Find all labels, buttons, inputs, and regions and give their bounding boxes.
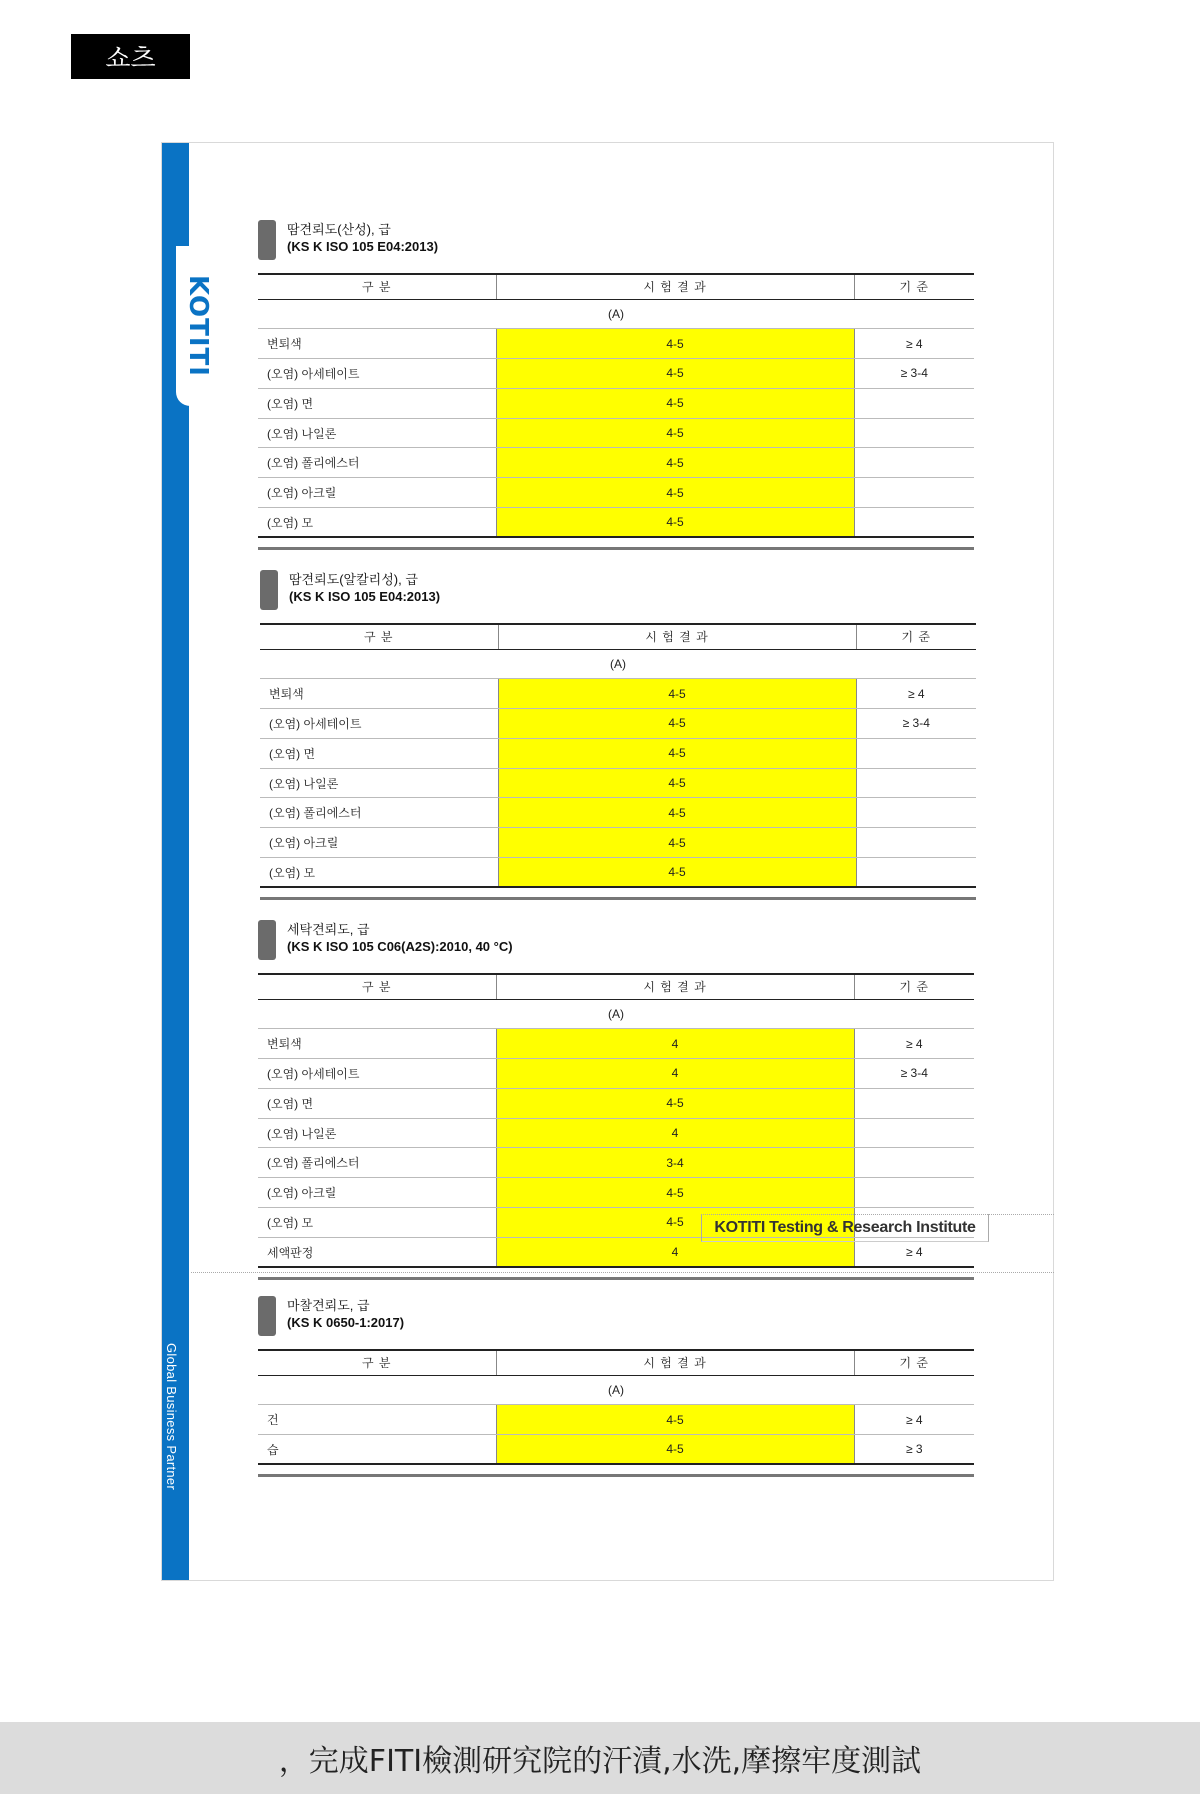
test-section xyxy=(258,1293,974,1477)
footer-institute: KOTITI Testing & Research Institute xyxy=(701,1214,989,1242)
sample-row xyxy=(258,1375,974,1405)
row-criterion: ≥ 4 xyxy=(854,1029,974,1059)
results-table xyxy=(258,273,974,538)
row-criterion xyxy=(856,738,976,768)
section-standard: (KS K 0650-1:2017) xyxy=(287,1315,405,1330)
row-label: (오염) 나일론 xyxy=(258,418,496,448)
row-result: 4-5 xyxy=(496,418,854,448)
row-criterion: ≥ 4 xyxy=(854,1405,974,1435)
row-result: 4 xyxy=(496,1029,854,1059)
result-header: 시 험 결 과 xyxy=(496,974,854,999)
row-label: (오염) 아세테이트 xyxy=(258,359,496,389)
category-header: 구 분 xyxy=(258,974,496,999)
table-row xyxy=(260,709,976,739)
row-label: (오염) 모 xyxy=(260,858,498,888)
category-header: 구 분 xyxy=(260,624,498,649)
row-result: 4-5 xyxy=(496,1435,854,1465)
section-marker xyxy=(260,570,278,610)
table-row xyxy=(260,679,976,709)
result-header: 시 험 결 과 xyxy=(496,1350,854,1375)
section-marker xyxy=(258,920,276,960)
row-criterion xyxy=(854,1088,974,1118)
result-header: 시 험 결 과 xyxy=(498,624,856,649)
row-criterion xyxy=(854,388,974,418)
caption: ，完成FITI檢測研究院的汗漬,水洗,摩擦牢度測試 xyxy=(0,1722,1200,1794)
row-criterion xyxy=(856,828,976,858)
row-criterion: ≥ 3-4 xyxy=(854,359,974,389)
row-criterion xyxy=(854,448,974,478)
section-rule xyxy=(258,1474,974,1477)
table-row xyxy=(258,359,974,389)
section-title: 마찰견뢰도, 급 xyxy=(287,1298,370,1313)
section-header xyxy=(258,217,974,265)
row-criterion xyxy=(854,418,974,448)
row-result: 4-5 xyxy=(498,679,856,709)
row-label: 세액판정 xyxy=(258,1237,496,1267)
table-row xyxy=(258,1088,974,1118)
table-row xyxy=(260,828,976,858)
section-standard: (KS K ISO 105 C06(A2S):2010, 40 °C) xyxy=(287,939,513,954)
table-row xyxy=(260,768,976,798)
row-criterion xyxy=(856,768,976,798)
shorts-tag: 쇼츠 xyxy=(71,34,190,79)
row-criterion xyxy=(854,1148,974,1178)
section-title: 땀견뢰도(알칼리성), 급 xyxy=(289,572,418,587)
row-result: 4-5 xyxy=(496,388,854,418)
criterion-header: 기 준 xyxy=(856,624,976,649)
row-result: 4 xyxy=(496,1237,854,1267)
table-row xyxy=(258,1178,974,1208)
row-label: (오염) 아크릴 xyxy=(258,478,496,508)
row-result: 4-5 xyxy=(498,798,856,828)
row-result: 4 xyxy=(496,1059,854,1089)
row-result: 4-5 xyxy=(496,329,854,359)
row-label: (오염) 면 xyxy=(258,388,496,418)
table-row xyxy=(260,858,976,888)
category-header: 구 분 xyxy=(258,274,496,299)
row-label: 변퇴색 xyxy=(258,329,496,359)
row-label: (오염) 나일론 xyxy=(258,1118,496,1148)
result-header: 시 험 결 과 xyxy=(496,274,854,299)
section-standard: (KS K ISO 105 E04:2013) xyxy=(287,239,439,254)
sample-row xyxy=(258,999,974,1029)
row-criterion: ≥ 4 xyxy=(854,329,974,359)
row-criterion xyxy=(854,1118,974,1148)
row-result: 4-5 xyxy=(496,478,854,508)
row-criterion: ≥ 4 xyxy=(854,1237,974,1267)
row-result: 4-5 xyxy=(496,1405,854,1435)
kotiti-logo-text: KOTITI xyxy=(183,275,213,377)
row-label: (오염) 아크릴 xyxy=(260,828,498,858)
row-result: 3-4 xyxy=(496,1148,854,1178)
table-row xyxy=(258,1029,974,1059)
row-label: 습 xyxy=(258,1435,496,1465)
row-label: 변퇴색 xyxy=(260,679,498,709)
sample-row xyxy=(260,649,976,679)
sample-label: (A) xyxy=(258,1375,974,1405)
row-label: 변퇴색 xyxy=(258,1029,496,1059)
table-row xyxy=(258,329,974,359)
sample-row xyxy=(258,299,974,329)
row-criterion xyxy=(854,508,974,538)
table-row xyxy=(260,798,976,828)
section-title: 세탁견뢰도, 급 xyxy=(287,922,370,937)
table-row xyxy=(260,738,976,768)
kotiti-logo xyxy=(176,246,220,406)
row-criterion: ≥ 3 xyxy=(854,1435,974,1465)
report-footer xyxy=(191,1214,1054,1294)
criterion-header: 기 준 xyxy=(854,974,974,999)
section-rule xyxy=(260,897,976,900)
row-criterion: ≥ 4 xyxy=(856,679,976,709)
section-standard: (KS K ISO 105 E04:2013) xyxy=(289,589,441,604)
sample-label: (A) xyxy=(258,999,974,1029)
row-result: 4-5 xyxy=(496,1088,854,1118)
category-header: 구 분 xyxy=(258,1350,496,1375)
results-table xyxy=(260,623,976,888)
section-marker xyxy=(258,1296,276,1336)
row-label: (오염) 폴리에스터 xyxy=(260,798,498,828)
row-label: (오염) 폴리에스터 xyxy=(258,448,496,478)
row-result: 4 xyxy=(496,1118,854,1148)
sample-label: (A) xyxy=(260,649,976,679)
table-row xyxy=(258,1435,974,1465)
row-criterion xyxy=(856,858,976,888)
test-report-document xyxy=(161,142,1054,1581)
results-table xyxy=(258,1349,974,1465)
row-label: (오염) 아세테이트 xyxy=(258,1059,496,1089)
row-label: (오염) 나일론 xyxy=(260,768,498,798)
criterion-header: 기 준 xyxy=(854,274,974,299)
row-label: (오염) 면 xyxy=(258,1088,496,1118)
row-label: (오염) 아세테이트 xyxy=(260,709,498,739)
section-title: 땀견뢰도(산성), 급 xyxy=(287,222,391,237)
row-criterion xyxy=(854,1178,974,1208)
table-row xyxy=(258,448,974,478)
row-criterion: ≥ 3-4 xyxy=(854,1059,974,1089)
row-label: (오염) 모 xyxy=(258,1208,496,1238)
row-criterion xyxy=(856,798,976,828)
sample-label: (A) xyxy=(258,299,974,329)
row-label: (오염) 아크릴 xyxy=(258,1178,496,1208)
criterion-header: 기 준 xyxy=(854,1350,974,1375)
table-row xyxy=(258,1405,974,1435)
row-result: 4-5 xyxy=(496,448,854,478)
section-rule xyxy=(258,547,974,550)
test-section xyxy=(260,567,976,900)
row-criterion xyxy=(854,478,974,508)
table-row xyxy=(258,478,974,508)
table-row xyxy=(258,388,974,418)
row-criterion: ≥ 3-4 xyxy=(856,709,976,739)
row-result: 4-5 xyxy=(498,858,856,888)
section-header xyxy=(258,1293,974,1341)
row-label: 건 xyxy=(258,1405,496,1435)
table-row xyxy=(258,508,974,538)
section-header xyxy=(258,917,974,965)
row-result: 4-5 xyxy=(498,738,856,768)
table-row xyxy=(258,418,974,448)
row-result: 4-5 xyxy=(498,828,856,858)
row-result: 4-5 xyxy=(496,359,854,389)
row-result: 4-5 xyxy=(496,1178,854,1208)
row-label: (오염) 모 xyxy=(258,508,496,538)
row-result: 4-5 xyxy=(498,709,856,739)
row-result: 4-5 xyxy=(496,1208,854,1238)
row-result: 4-5 xyxy=(498,768,856,798)
row-result: 4-5 xyxy=(496,508,854,538)
table-row xyxy=(258,1118,974,1148)
sidebar-tagline: Global Business Partner xyxy=(164,1343,179,1491)
row-label: (오염) 폴리에스터 xyxy=(258,1148,496,1178)
footer-rule xyxy=(191,1272,1054,1273)
test-section xyxy=(258,217,974,550)
table-row xyxy=(258,1059,974,1089)
table-row xyxy=(258,1148,974,1178)
section-marker xyxy=(258,220,276,260)
row-label: (오염) 면 xyxy=(260,738,498,768)
section-header xyxy=(260,567,976,615)
